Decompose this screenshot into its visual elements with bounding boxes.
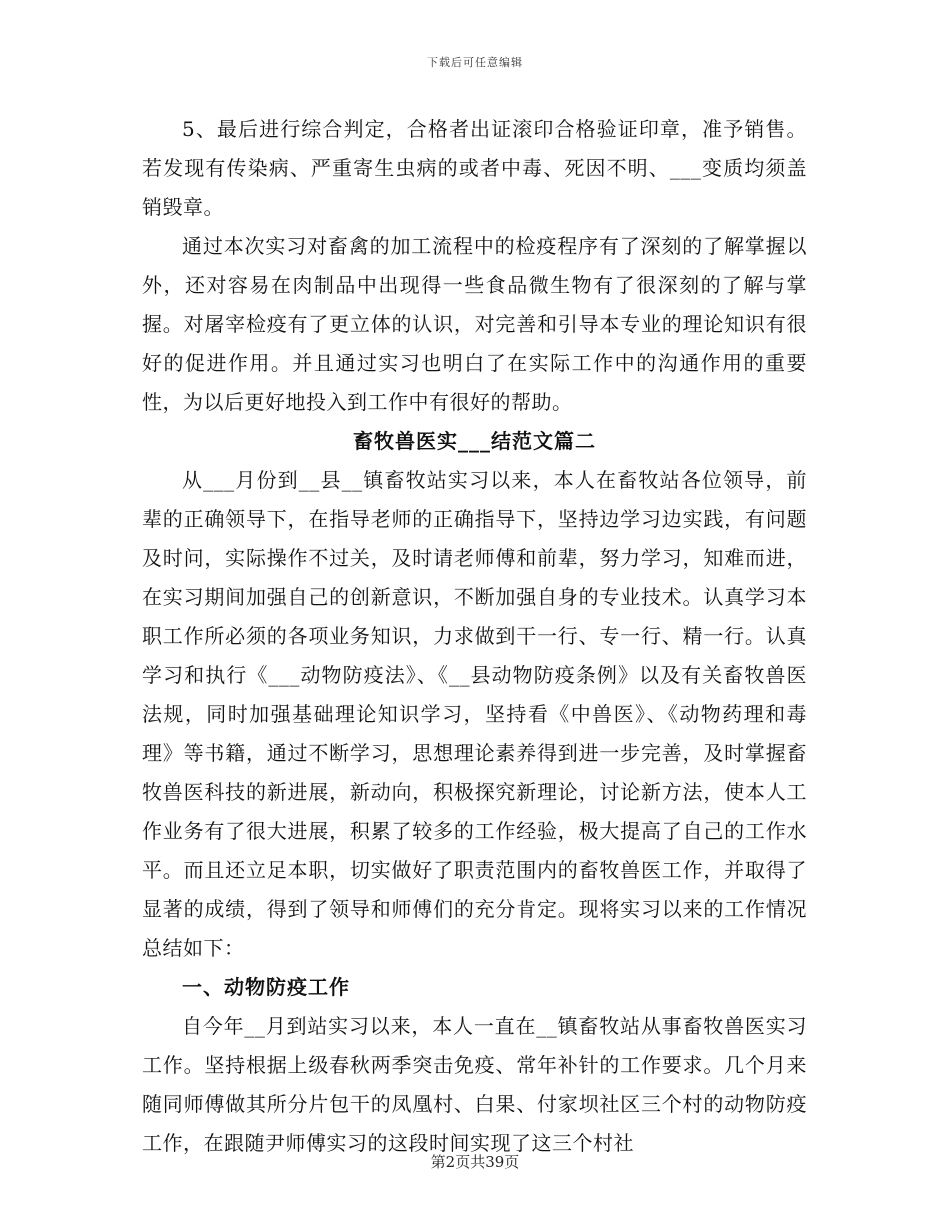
section-title: 畜牧兽医实___结范文篇二 (353, 429, 596, 453)
document-body (142, 110, 807, 1163)
header-note: 下载后可任意编辑 (427, 56, 523, 69)
page-number: 第2页共39页 (430, 1153, 520, 1171)
subheading-epidemic-prevention: 一、动物防疫工作 (182, 975, 350, 999)
paragraph-verdict: 5、最后进行综合判定，合格者出证滚印合格验证印章，准予销售。若发现有传染病、严重寄生虫病的或者中毒、死因不明、___变质均须盖销毁章。 (142, 117, 807, 219)
paragraph-summary: 通过本次实习对畜禽的加工流程中的检疫程序有了深刻的了解掌握以外，还对容易在肉制品中出现得一些食品微生物有了很深刻的了解与掌握。对屠宰检疫有了更立体的认识，对完善和引导本专业的理论知识有很好的促进作用。并且通过实习也明白了在实际工作中的沟通作用的重要性，为以后更好地投入到工作中有很好的帮助。 (142, 234, 807, 414)
paragraph-intro: 从___月份到__县__镇畜牧站实习以来，本人在畜牧站各位领导，前辈的正确领导下，在指导老师的正确指导下，坚持边学习边实践，有问题及时问，实际操作不过关，及时请老师傅和前辈，努力学习，知难而进，在实习期间加强自己的创新意识，不断加强自身的专业技术。认真学习本职工作所必须的各项业务知识，力求做到干一行、专一行、精一行。认真学习和执行《___动物防疫法》、《__县动物防疫条例》以及有关畜牧兽医法规，同时加强基础理论知识学习，坚持看《中兽医》、《动物药理和毒理》等书籍，通过不断学习，思想理论素养得到进一步完善，及时掌握畜牧兽医科技的新进展，新动向，积极探究新理论，讨论新方法，使本人工作业务有了很大进展，积累了较多的工作经验，极大提高了自己的工作水平。而且还立足本职，切实做好了职责范围内的畜牧兽医工作，并取得了显著的成绩，得到了领导和师傅们的充分肯定。现将实习以来的工作情况总结如下： (142, 468, 807, 960)
paragraph-epidemic-work: 自今年__月到站实习以来，本人一直在__镇畜牧站从事畜牧兽医实习工作。坚持根据上级春秋两季突击免疫、常年补针的工作要求。几个月来随同师傅做其所分片包干的凤凰村、白果、付家坝社区三个村的动物防疫工作，在跟随尹师傅实习的这段时间实现了这三个村社 (142, 1014, 807, 1155)
